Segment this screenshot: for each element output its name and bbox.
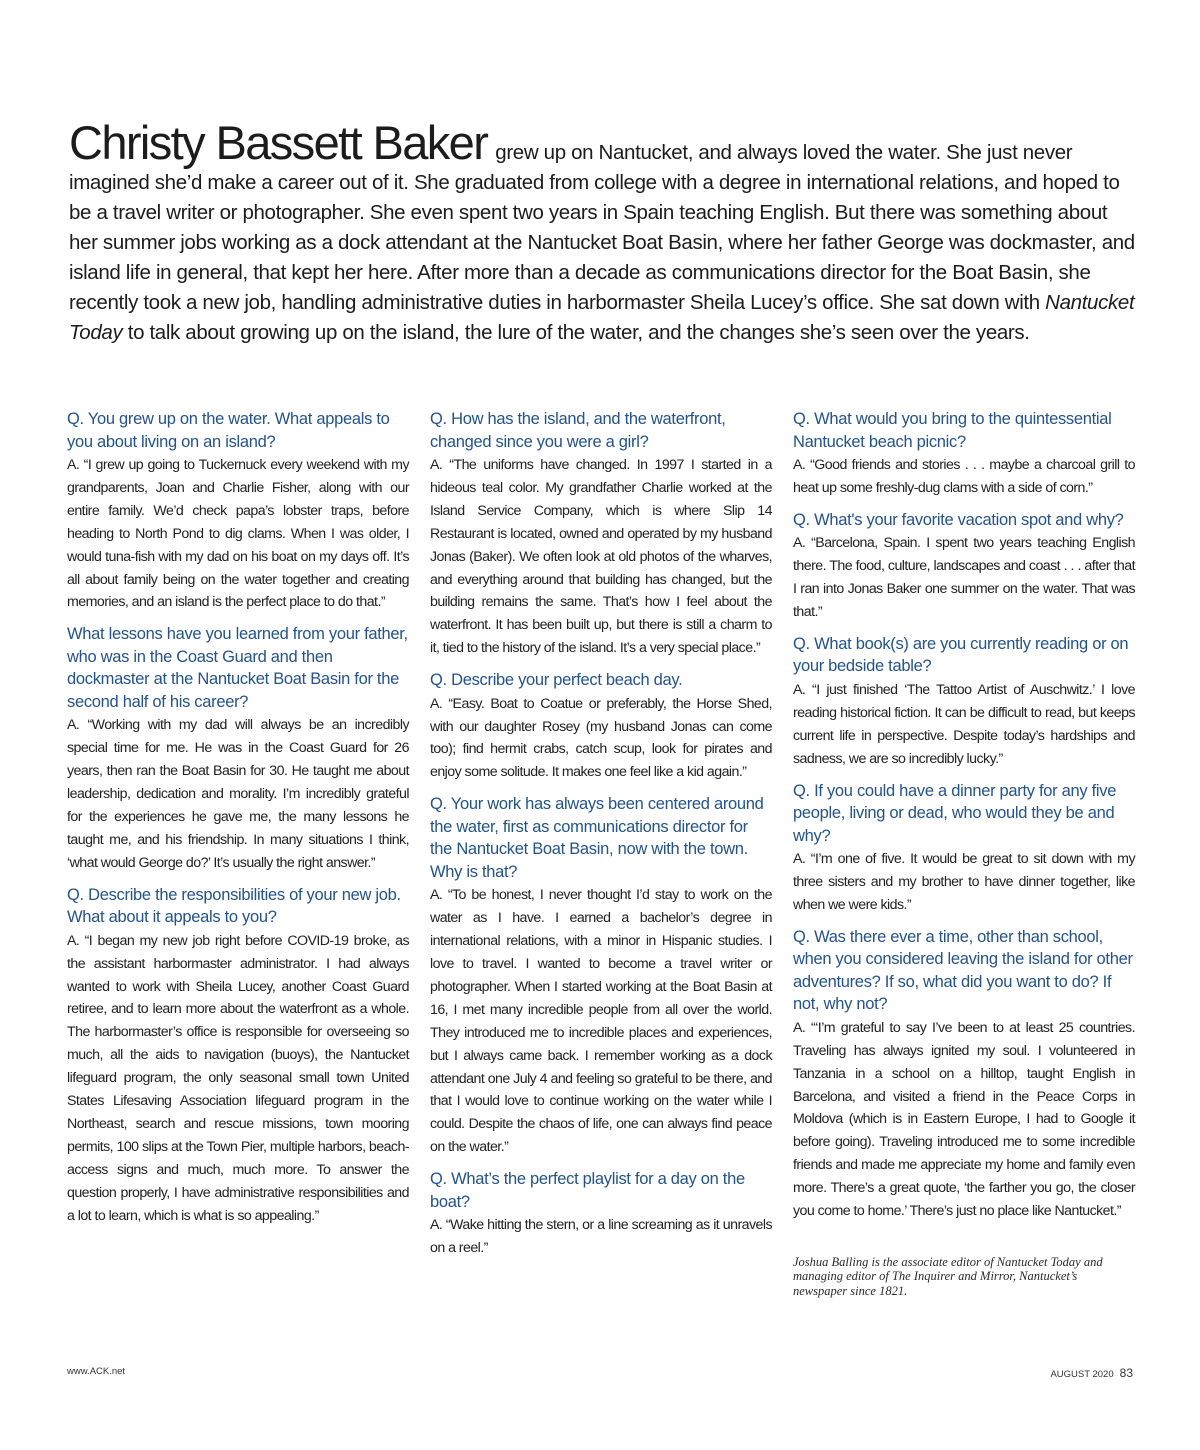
publication-title: Nantucket Today	[69, 291, 1135, 344]
column-1	[67, 408, 409, 1236]
question: Q. Describe the responsibilities of your new job. What about it appeals to you?	[67, 885, 401, 927]
question: Q. What's your favorite vacation spot and why?	[793, 510, 1124, 529]
intro-text-before-title: grew up on Nantucket, and always loved the water. She just never imagined she’d make a career out of it. She graduated from college with a degree in international relations, and hoped to be a travel writer or photographer. She even spent two years in Spain teaching English. But there was something about her summer jobs working as a dock attendant at the Nantucket Boat Basin, where her father George was dockmaster, and island life in general, that kept her here. After more than a decade as communications director for the Boat Basin, she recently took a new job, handling administrative duties in harbormaster Sheila Lucey’s office. She sat down with	[69, 141, 1135, 314]
author-credit: Joshua Balling is the associate editor of Nantucket Today and managing editor of The Inquirer and Mirror, Nantucket’s newspaper since 1821.	[793, 1254, 1103, 1298]
question: Q. What’s the perfect playlist for a day on the boat?	[430, 1170, 745, 1211]
question: Q. If you could have a dinner party for any five people, living or dead, who would they be and why?	[793, 781, 1117, 845]
intro-paragraph	[69, 118, 1139, 348]
answer: A. “‘I’m grateful to say I’ve been to at least 25 countries. Traveling has always ignited my soul. I volunteered in Tanzania in a school on a hilltop, taught English in Barcelona, and visited a friend in the Peace Corps in Moldova (which is in Eastern Europe, I had to Google it before going). Traveling introduced me to some incredible friends and made me appreciate my home and family even more. There’s a great quote, ‘the farther you go, the closer you come to home.’ There’s just no place like Nantucket.”	[793, 1019, 1135, 1220]
question: Q. Your work has always been centered around the water, first as communications director for the Nantucket Boat Basin, now with the town. Why is that?	[430, 795, 764, 881]
answer: A. “I began my new job right before COVID-19 broke, as the assistant harbormaster administrator. I had always wanted to work with Sheila Lucey, another Coast Guard retiree, and to learn more about the waterfront as a whole. The harbormaster’s office is responsible for overseeing so much, all the aids to navigation (buoys), the Nantucket lifeguard program, the only seasonal small town United States Lifesaving Association lifeguard program in the Northeast, search and rescue missions, town mooring permits, 100 slips at the Town Pier, multiple harbors, beach-access signs and much, much more. To answer the question properly, I have administrative responsibilities and a lot to learn, which is what is so appealing.”	[67, 932, 409, 1224]
column-2	[430, 408, 772, 1269]
subject-name: Christy Bassett Baker	[69, 116, 488, 169]
question: Q. Was there ever a time, other than school, when you considered leaving the island for other adventures? If so, what did you want to do? If not, why not?	[793, 927, 1133, 1014]
answer: A. “I grew up going to Tuckernuck every weekend with my grandparents, Joan and Charlie Fisher, along with our entire family. We’d check papa’s lobster traps, before heading to North Pond to dig clams. When I was older, I would tuna-fish with my dad on his boat on my days off. It’s all about family being on the water together and creating memories, and an island is the perfect place to do that.”	[67, 457, 409, 611]
question: Q. What would you bring to the quintessential Nantucket beach picnic?	[793, 410, 1112, 451]
issue-date: AUGUST 2020	[1050, 1369, 1114, 1380]
question: Q. You grew up on the water. What appeals to you about living on an island?	[67, 410, 390, 451]
answer: A. “I’m one of five. It would be great to sit down with my three sisters and my brother to have dinner together, like when we were kids.”	[793, 851, 1135, 913]
answer: A. “I just finished ‘The Tattoo Artist of Auschwitz.’ I love reading historical fiction. It can be difficult to read, but keeps current life in perspective. Despite today’s hardships and sadness, we are so incredibly lucky.”	[793, 681, 1135, 767]
answer: A. “The uniforms have changed. In 1997 I started in a hideous teal color. My grandfather Charlie worked at the Island Service Company, which is where Slip 14 Restaurant is located, owned and operated by my husband Jonas (Baker). We often look at old photos of the wharves, and everything around that building has changed, but the building remains the same. That’s how I feel about the waterfront. It has been built up, but there is still a charm to it, tied to the history of the island. It’s a very special place.”	[430, 457, 772, 657]
answer: A. “Easy. Boat to Coatue or preferably, the Horse Shed, with our daughter Rosey (my husband Jonas can come too); find hermit crabs, catch scup, look for pirates and enjoy some solitude. It makes one feel like a kid again.”	[430, 695, 772, 781]
answer: A. “To be honest, I never thought I’d stay to work on the water as I have. I earned a bachelor’s degree in international relations, with a minor in Hispanic studies. I love to travel. I wanted to become a travel writer or photographer. When I started working at the Boat Basin at 16, I met many incredible people from all over the world. They introduced me to incredible places and experiences, but I always came back. I remember working as a dock attendant one July 4 and feeling so grateful to be there, and that I would love to continue working on the water while I could. Despite the chaos of life, one can always find peace on the water.”	[430, 887, 772, 1156]
question: Q. Describe your perfect beach day.	[430, 671, 683, 690]
answer: A. “Working with my dad will always be an incredibly special time for me. He was in the Coast Guard for 26 years, then ran the Boat Basin for 30. He taught me about leadership, dedication and morality. I’m incredibly grateful for the experiences he gave me, the many lessons he taught me, and his friendship. In many situations I think, ‘what would George do?’ It’s usually the right answer.”	[67, 717, 409, 871]
question: Q. What book(s) are you currently reading or on your bedside table?	[793, 634, 1129, 676]
answer: A. “Good friends and stories . . . maybe a charcoal grill to heat up some freshly-dug clams with a side of corn.”	[793, 457, 1135, 496]
question: Q. How has the island, and the waterfront, changed since you were a girl?	[430, 410, 726, 451]
column-3	[793, 408, 1135, 1298]
page-number: 83	[1119, 1366, 1133, 1380]
footer-website: www.ACK.net	[67, 1366, 126, 1377]
answer: A. “Wake hitting the stern, or a line screaming as it unravels on a reel.”	[430, 1217, 772, 1257]
answer: A. “Barcelona, Spain. I spent two years teaching English there. The food, culture, landscapes and coast . . . after that I ran into Jonas Baker one summer on the water. That was that.”	[793, 535, 1135, 621]
question: What lessons have you learned from your father, who was in the Coast Guard and then dockmaster at the Nantucket Boat Basin for the second half of his career?	[67, 625, 408, 711]
footer-issue-info	[1050, 1366, 1133, 1380]
intro-text-after-title: to talk about growing up on the island, the lure of the water, and the changes she’s seen over the years.	[127, 321, 1030, 344]
